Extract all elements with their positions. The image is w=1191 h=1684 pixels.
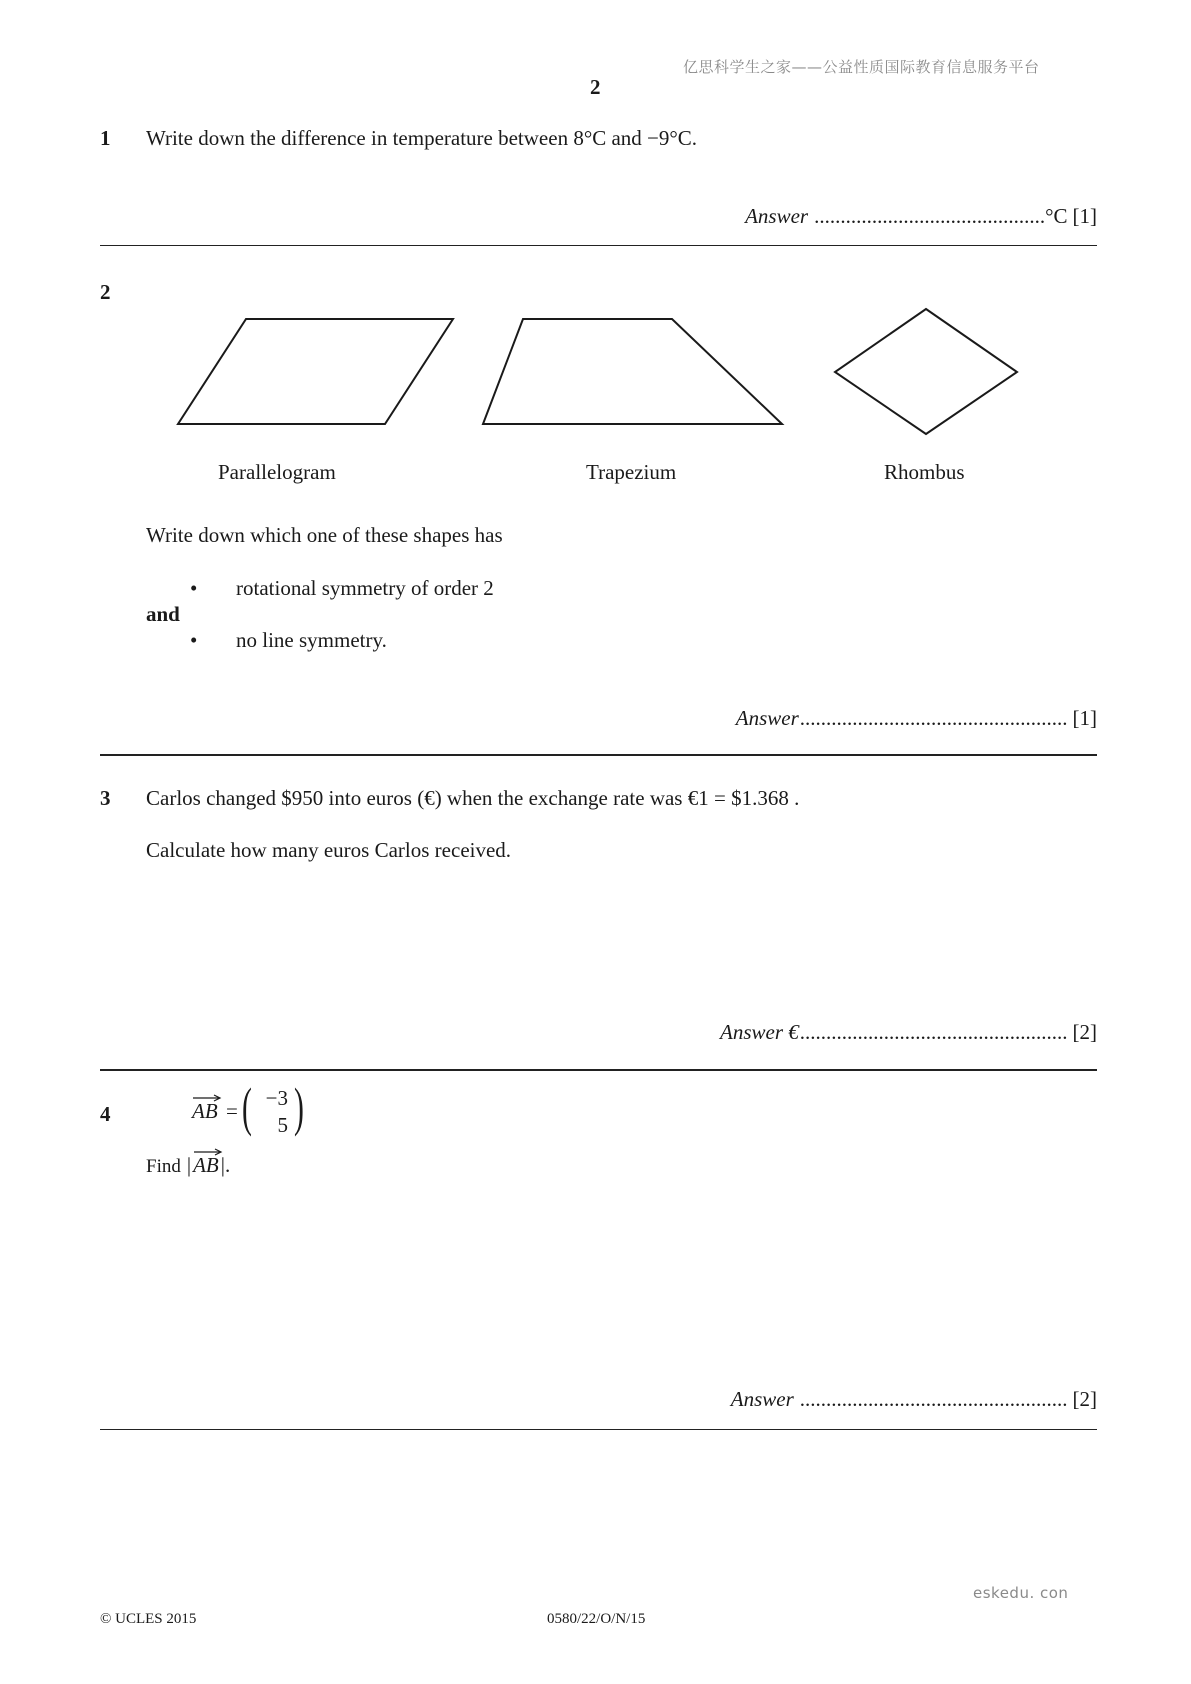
vector-arrow-icon xyxy=(193,1148,223,1156)
answer-label: Answer xyxy=(745,204,809,228)
marks: [2] xyxy=(1072,1020,1097,1044)
question-2-condition-1: rotational symmetry of order 2 xyxy=(236,576,494,600)
page-number: 2 xyxy=(590,75,601,99)
shape-label-parallelogram: Parallelogram xyxy=(218,460,336,484)
shape-label-rhombus: Rhombus xyxy=(884,460,965,484)
marks: [1] xyxy=(1072,706,1097,730)
question-3-number: 3 xyxy=(100,786,111,810)
answer-label: Answer xyxy=(730,1387,794,1411)
trapezium-shape xyxy=(483,319,782,424)
marks: [1] xyxy=(1072,204,1097,228)
vector-ab-magnitude: AB xyxy=(193,1155,219,1176)
question-4-answer-line[interactable] xyxy=(731,1389,1097,1410)
divider xyxy=(100,754,1097,756)
left-paren: ( xyxy=(242,1077,252,1137)
question-1-number: 1 xyxy=(100,126,111,150)
question-2-condition-2: no line symmetry. xyxy=(236,628,387,652)
bullet: • xyxy=(190,576,198,600)
vector-ab: AB xyxy=(192,1101,218,1122)
question-3-answer-line[interactable] xyxy=(720,1022,1097,1043)
footer-paper-code: 0580/22/O/N/15 xyxy=(547,1611,646,1627)
find-label: Find xyxy=(146,1156,181,1177)
answer-dots: ................................................... xyxy=(799,1387,1068,1411)
column-vector xyxy=(242,1077,304,1142)
header-watermark: 亿思科学生之家——公益性质国际教育信息服务平台 xyxy=(683,58,1040,76)
divider xyxy=(100,1069,1097,1071)
question-2-prompt: Write down which one of these shapes has xyxy=(146,523,503,547)
answer-dots: ................................................... xyxy=(799,1020,1068,1044)
equals-sign: = xyxy=(226,1099,238,1123)
divider xyxy=(100,1429,1097,1430)
answer-unit: °C xyxy=(1045,204,1068,228)
question-2-connector: and xyxy=(146,602,180,626)
question-2-answer-line[interactable] xyxy=(736,708,1097,729)
question-3-instruction: Calculate how many euros Carlos received. xyxy=(146,838,512,862)
rhombus-shape xyxy=(835,309,1017,434)
vector-bottom-value: 5 xyxy=(277,1113,288,1137)
right-paren: ) xyxy=(294,1077,304,1137)
footer-watermark: eskedu. con xyxy=(973,1584,1069,1602)
shapes-diagram xyxy=(0,0,1191,460)
answer-label: Answer xyxy=(735,706,799,730)
vector-top-value: −3 xyxy=(265,1086,288,1110)
find-suffix: . xyxy=(224,1153,231,1177)
question-4-find: Find | AB | . xyxy=(146,1155,230,1176)
shape-label-trapezium: Trapezium xyxy=(586,460,677,484)
marks: [2] xyxy=(1072,1387,1097,1411)
footer-copyright: © UCLES 2015 xyxy=(100,1611,197,1627)
vector-arrow-icon xyxy=(192,1094,222,1102)
answer-dots: ............................................ xyxy=(814,204,1046,228)
parallelogram-shape xyxy=(178,319,453,424)
question-1-text: Write down the difference in temperature between 8°C and −9°C. xyxy=(146,126,698,150)
question-3-text: Carlos changed $950 into euros (€) when the exchange rate was €1 = $1.368 . xyxy=(146,786,800,810)
question-4-number: 4 xyxy=(100,1102,111,1126)
bullet: • xyxy=(190,628,198,652)
answer-dots: ................................................... xyxy=(799,706,1068,730)
answer-label: Answer € xyxy=(720,1020,799,1044)
question-2-number: 2 xyxy=(100,280,111,304)
